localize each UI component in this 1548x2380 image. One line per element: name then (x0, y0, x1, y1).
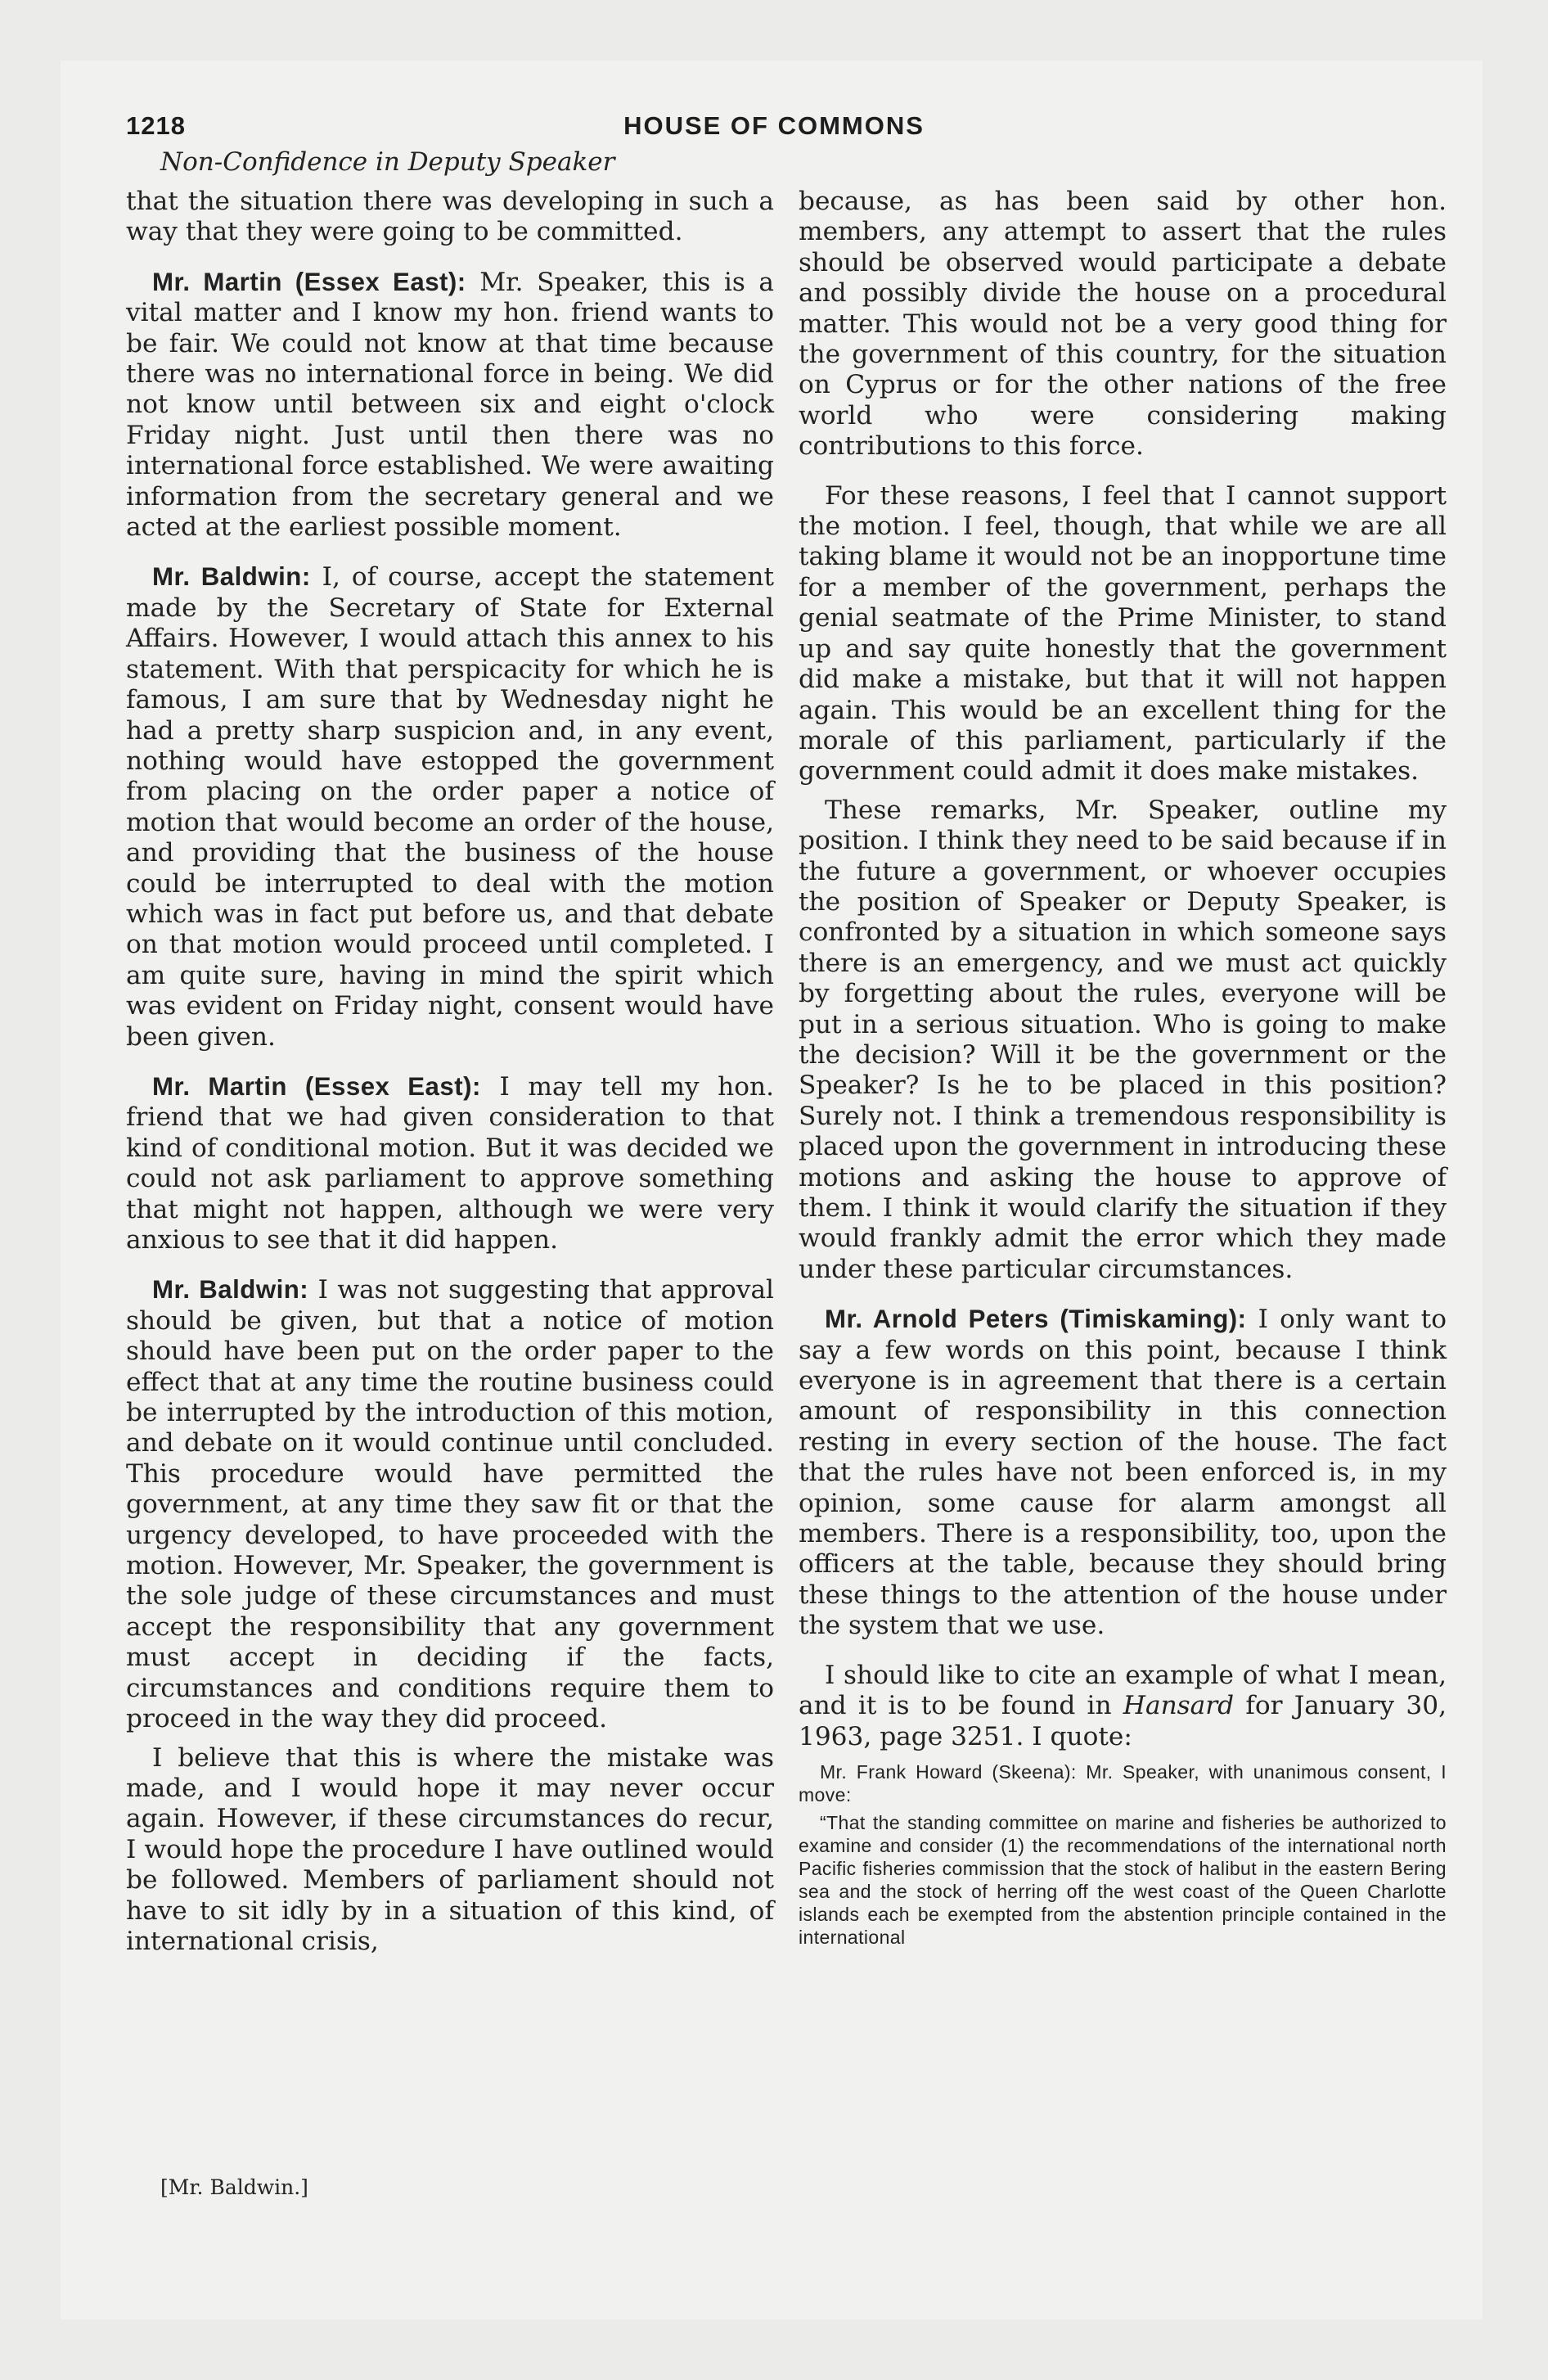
paragraph: because, as has been said by other hon. members, any attempt to assert that the rules should be observed would participate a debate and possibly divide the house on a procedural matter. This would not be a very good thing for the government of this country, for the situation on Cyprus or for the other nations of the free world who were considering making contributions to this force. (799, 187, 1447, 462)
speech-text: for January 30, 1963, page 3251. I quote: (799, 1691, 1447, 1751)
speaker-name: Mr. Baldwin: (152, 562, 311, 592)
paragraph (799, 1304, 1447, 1641)
speaker-name: Mr. Baldwin: (152, 1275, 309, 1305)
left-column (126, 187, 774, 1976)
speech-text: I, of course, accept the statement made by the Secretary of State for External Affairs. However, I would attach this annex to his statement. With that perspicacity for which he is famous, I am sure that by Wednesday night he had a pretty sharp suspicion and, in any event, nothing would have estopped the government from placing on the order paper a notice of motion that would become an order of the house, and providing that the business of the house could be interrupted to deal with the motion which was in fact put before us, and that debate on that motion would proceed until completed. I am quite sure, having in mind the spirit which was evident on Friday night, consent would have been given. (126, 562, 774, 1052)
page-title: HOUSE OF COMMONS (623, 111, 925, 140)
paragraph: These remarks, Mr. Speaker, outline my position. I think they need to be said because if in the future a government, or whoever occupies the position of Speaker or Deputy Speaker, is confronted by a situation in which someone says there is an emergency, and we must act quickly by forgetting about the rules, everyone will be put in a serious situation. Who is going to make the decision? Will it be the government or the Speaker? Is he to be placed in this position? Surely not. I think a tremendous responsibility is placed upon the government in introducing these motions and asking the house to approve of them. I think it would clarify the situation if they would frankly admit the error which they made under these particular circumstances. (799, 795, 1447, 1284)
paragraph (799, 1661, 1447, 1752)
page-number: 1218 (126, 111, 186, 140)
paragraph (126, 561, 774, 1053)
quoted-passage: Mr. Frank Howard (Skeena): Mr. Speaker, with unanimous consent, I move: (799, 1760, 1447, 1805)
quoted-passage: “That the standing committee on marine and fisheries be authorized to examine and consider (1) the recommendations of the international north Pacific fisheries commission that the stock of halibut in the eastern Bering sea and the stock of herring off the west coast of the Queen Charlotte islands each be exempted from the abstention principle contained in the international (799, 1811, 1447, 1948)
paragraph: I believe that this is where the mistake was made, and I would hope it may never occur again. However, if these circumstances do recur, I would hope the procedure I have outlined would be followed. Members of parliament should not have to sit idly by in a situation of this kind, of international crisis, (126, 1742, 774, 1956)
speech-text: I only want to say a few words on this point, because I think everyone is in agreement that there is a certain amount of responsibility in this connection resting in every section of the house. The fact that the rules have not been enforced is, in my opinion, some cause for alarm amongst all members. There is a responsibility, too, upon the officers at the table, because they should bring these things to the attention of the house under the system that we use. (799, 1305, 1447, 1641)
page-subtitle: Non-Confidence in Deputy Speaker (160, 147, 615, 177)
speech-text: I was not suggesting that approval should be given, but that a notice of motion should have been put on the order paper to the effect that at any time the routine business could be interrupted by the introduction of this motion, and debate on it would continue until concluded. This procedure would have permitted the government, at any time they saw fit or that the urgency developed, to have proceeded with the motion. However, Mr. Speaker, the government is the sole judge of these circumstances and must accept the responsibility that any government must accept in deciding if the facts, circumstances and conditions require them to proceed in the way they did proceed. (126, 1275, 775, 1734)
right-column (799, 187, 1447, 1954)
paragraph (126, 1071, 774, 1255)
paragraph: For these reasons, I feel that I cannot support the motion. I feel, though, that while we are all taking blame it would not be an inopportune time for a member of the government, perhaps the genial seatmate of the Prime Minister, to stand up and say quite honestly that the government did make a mistake, but that it will not happen again. This would be an excellent thing for the morale of this parliament, particularly if the government could admit it does make mistakes. (799, 480, 1447, 787)
speech-text: I may tell my hon. friend that we had given consideration to that kind of conditional motion. But it was decided we could not ask parliament to approve something that might not happen, although we were very anxious to see that it did happen. (126, 1071, 774, 1255)
footer-speaker: [Mr. Baldwin.] (160, 2175, 308, 2199)
hansard-title: Hansard (1123, 1691, 1235, 1721)
speaker-name: Mr. Martin (Essex East): (152, 267, 466, 296)
speaker-name: Mr. Arnold Peters (Timiskaming): (825, 1305, 1247, 1334)
speaker-name: Mr. Martin (Essex East): (152, 1071, 481, 1101)
speech-text: Mr. Speaker, this is a vital matter and I know my hon. friend wants to be fair. We could not know at that time because there was no international force in being. We did not know until between six and eight o'clock Friday night. Just until then there was no international force established. We were awaiting information from the secretary general and we acted at the earliest possible moment. (126, 267, 774, 543)
paragraph (126, 1274, 774, 1734)
speech-text: I should like to cite an example of what I mean, and it is to be found in (799, 1660, 1447, 1721)
paragraph (126, 267, 774, 543)
paragraph: that the situation there was developing in such a way that they were going to be committed. (126, 187, 774, 247)
